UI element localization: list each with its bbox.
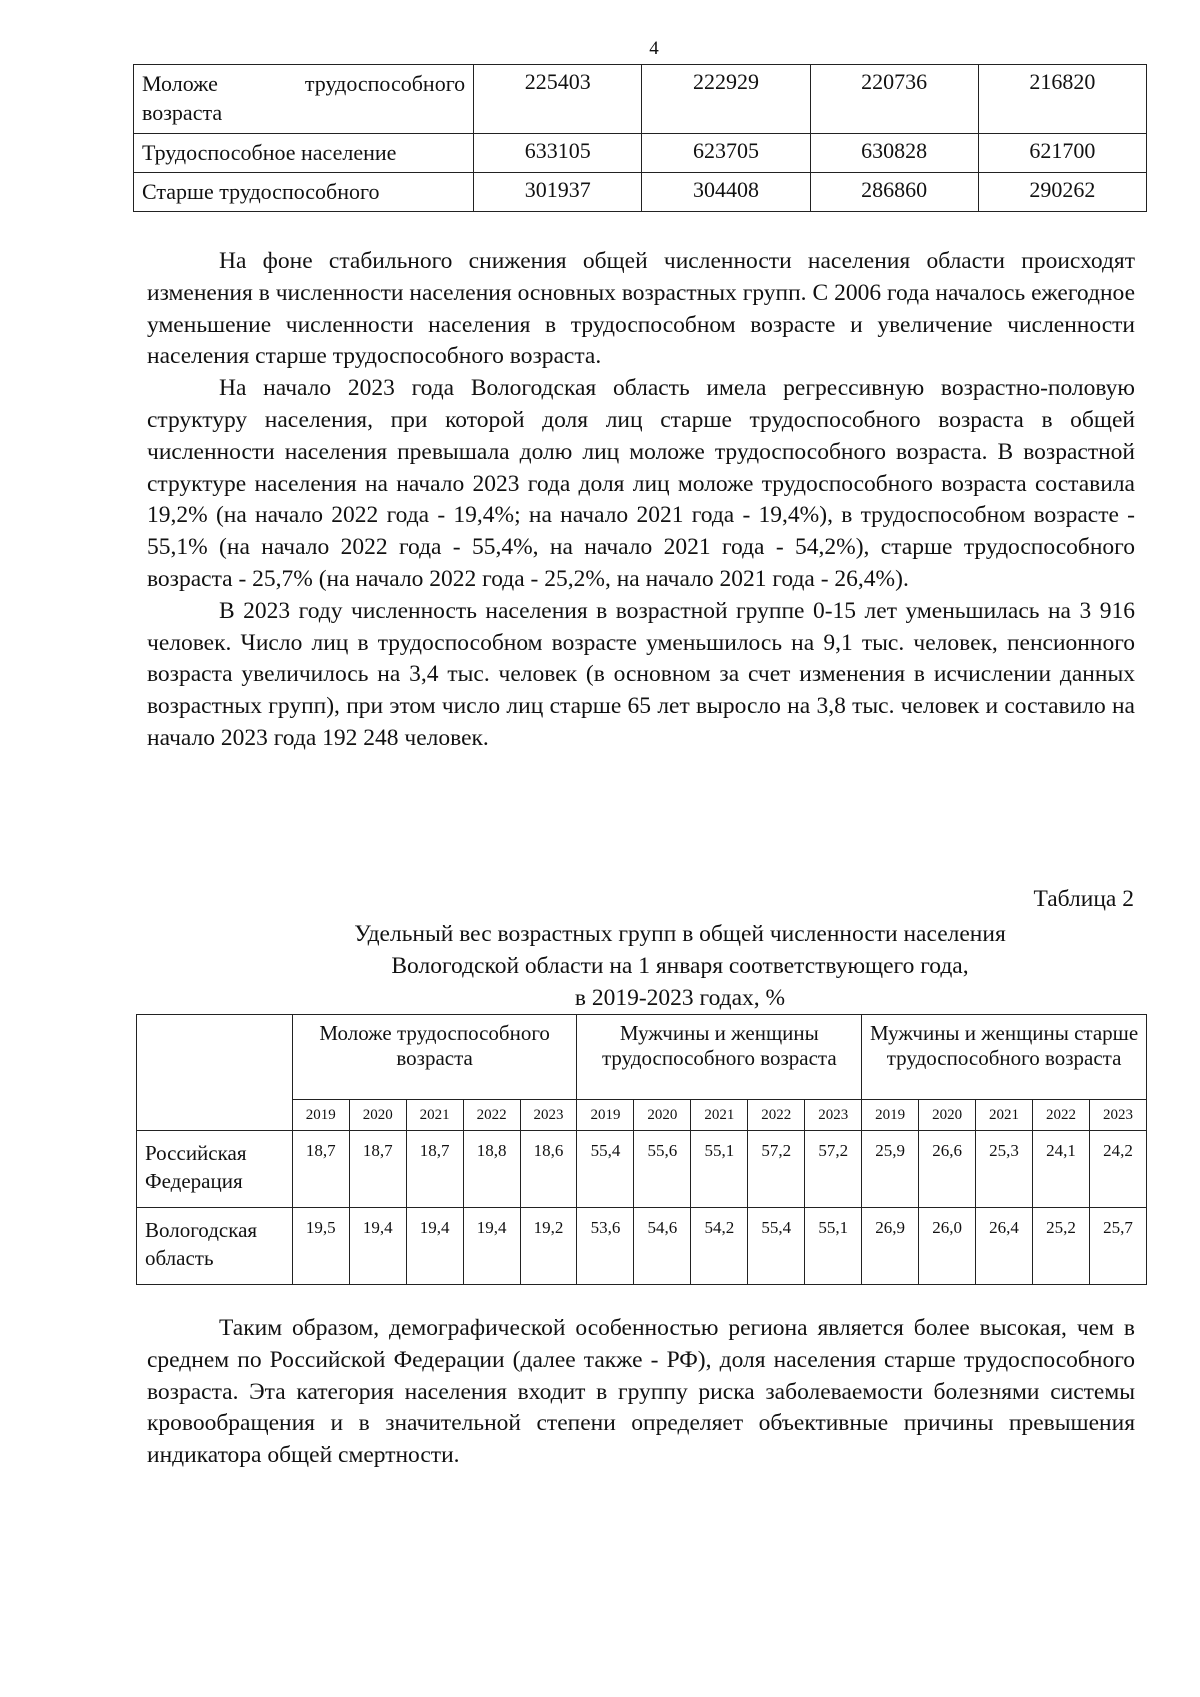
corner-cell [137,1015,293,1131]
table-cell: 18,7 [406,1131,463,1208]
table-cell: 18,7 [292,1131,349,1208]
table-cell: 222929 [642,65,810,134]
table-cell: 633105 [474,134,642,173]
table-cell: 55,4 [577,1131,634,1208]
table-cell: 57,2 [748,1131,805,1208]
table-cell: 26,6 [919,1131,976,1208]
table-cell: 24,2 [1089,1131,1146,1208]
table-cell: 301937 [474,173,642,212]
year-header: 2021 [691,1100,748,1131]
age-groups-count-table [133,64,1147,212]
year-header: 2019 [577,1100,634,1131]
table-cell: 623705 [642,134,810,173]
paragraph: В 2023 году численность населения в возрастной группе 0-15 лет уменьшилась на 3 916 человек. Число лиц в трудоспособном возрасте уменьшилось на 9,1 тыс. человек, пенсионного возраста увеличилось на 3,4 тыс. человек (в основном за счет изменения в исчислении данных возрастных групп), при этом число лиц старше 65 лет выросло на 3,8 тыс. человек и составило на начало 2023 года 192 248 человек. [147,597,1135,751]
table-cell: 290262 [978,173,1146,212]
row-label: Вологодская область [137,1208,293,1285]
table-cell: 55,4 [748,1208,805,1285]
table-cell: 54,2 [691,1208,748,1285]
table-caption: Таблица 2 [1033,886,1134,912]
row-label: Старше трудоспособного [134,173,474,212]
table-cell: 621700 [978,134,1146,173]
table-cell: 54,6 [634,1208,691,1285]
body-text-upper [147,246,1135,755]
table-cell: 19,4 [463,1208,520,1285]
row-label: Российская Федерация [137,1131,293,1208]
table-cell: 25,7 [1089,1208,1146,1285]
table-cell: 286860 [810,173,978,212]
age-share-table [136,1014,1147,1285]
table-cell: 19,4 [349,1208,406,1285]
year-header: 2020 [349,1100,406,1131]
table-title-line: Вологодской области на 1 января соответствующего года, [391,953,969,979]
table-cell: 25,3 [976,1131,1033,1208]
row-label: Трудоспособное население [134,134,474,173]
year-header: 2022 [748,1100,805,1131]
table-cell: 225403 [474,65,642,134]
table-title-line: Удельный вес возрастных групп в общей численности населения [354,921,1006,947]
table-header-row [137,1015,1147,1100]
body-text-lower [147,1313,1135,1472]
table-row [134,134,1147,173]
column-group-header: Мужчины и женщины трудоспособного возраста [577,1015,862,1100]
column-group-header: Моложе трудоспособного возраста [292,1015,577,1100]
table-row [134,65,1147,134]
year-header: 2021 [406,1100,463,1131]
table-cell: 26,9 [862,1208,919,1285]
year-header: 2019 [862,1100,919,1131]
table-cell: 220736 [810,65,978,134]
table-row [134,173,1147,212]
paragraph: Таким образом, демографической особенностью региона является более высокая, чем в среднем по Российской Федерации (далее также - РФ), доля населения старше трудоспособного возраста. Эта категория населения входит в группу риска заболеваемости болезнями системы кровообращения и в значительной степени определяет объективные причины превышения индикатора общей смертности. [147,1315,1135,1469]
year-header: 2023 [805,1100,862,1131]
table-cell: 57,2 [805,1131,862,1208]
table-cell: 18,8 [463,1131,520,1208]
table-cell: 24,1 [1032,1131,1089,1208]
year-header: 2021 [976,1100,1033,1131]
table-cell: 19,5 [292,1208,349,1285]
table-cell: 216820 [978,65,1146,134]
table-row [137,1131,1147,1208]
table-cell: 18,6 [520,1131,577,1208]
table-title [220,918,1140,1014]
year-header: 2023 [520,1100,577,1131]
column-group-header: Мужчины и женщины старше трудоспособного возраста [862,1015,1147,1100]
table-cell: 25,2 [1032,1208,1089,1285]
table-cell: 19,2 [520,1208,577,1285]
table-cell: 26,0 [919,1208,976,1285]
year-header: 2022 [1032,1100,1089,1131]
year-header: 2020 [634,1100,691,1131]
table-row [137,1208,1147,1285]
table-cell: 18,7 [349,1131,406,1208]
table-cell: 55,6 [634,1131,691,1208]
paragraph: На фоне стабильного снижения общей численности населения области происходят изменения в численности населения основных возрастных групп. С 2006 года началось ежегодное уменьшение численности населения в трудоспособном возрасте и увеличение численности населения старше трудоспособного возраста. [147,248,1135,370]
table-cell: 53,6 [577,1208,634,1285]
table-cell: 630828 [810,134,978,173]
paragraph: На начало 2023 года Вологодская область имела регрессивную возрастно-половую структуру населения, при которой доля лиц старше трудоспособного возраста в общей численности населения превышала долю лиц моложе трудоспособного возраста. В возрастной структуре населения на начало 2023 года доля лиц моложе трудоспособного возраста составила 19,2% (на начало 2022 года - 19,4%; на начало 2021 года - 19,4%), в трудоспособном возрасте - 55,1% (на начало 2022 года - 55,4%, на начало 2021 года - 54,2%), старше трудоспособного возраста - 25,7% (на начало 2022 года - 25,2%, на начало 2021 года - 26,4%). [147,375,1135,592]
table-cell: 19,4 [406,1208,463,1285]
table-cell: 26,4 [976,1208,1033,1285]
year-header: 2019 [292,1100,349,1131]
table-cell: 55,1 [691,1131,748,1208]
table-title-line: в 2019-2023 годах, % [574,985,786,1011]
table-cell: 25,9 [862,1131,919,1208]
year-header: 2020 [919,1100,976,1131]
page-number: 4 [649,38,659,59]
year-header: 2022 [463,1100,520,1131]
table-cell: 55,1 [805,1208,862,1285]
row-label: Моложе трудоспособного возраста [134,65,474,134]
year-header: 2023 [1089,1100,1146,1131]
table-cell: 304408 [642,173,810,212]
